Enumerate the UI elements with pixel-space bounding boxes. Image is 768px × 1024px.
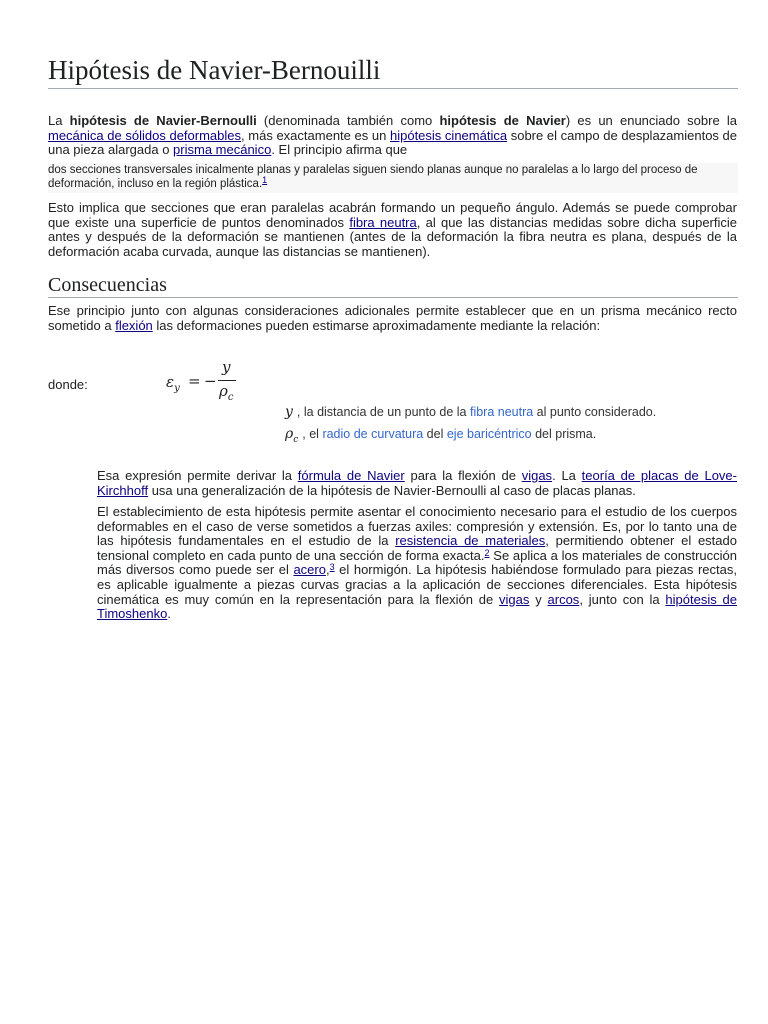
link-teoria-placas[interactable]: teoría de placas de Love-Kirchhoff [97,468,737,498]
formula-lhs-sub: y [174,383,180,394]
text: La [48,113,70,128]
text: Ese principio junto con algunas consideraciones adicionales permite establecer que en un prisma mecánico recto sometido a [48,303,737,333]
link-arcos[interactable]: arcos [547,591,580,607]
link-hipotesis-cinematica[interactable]: hipótesis cinemática [389,127,508,143]
text: . [167,606,171,622]
text: , junto con la [579,591,666,607]
text: , el [302,427,323,441]
text: , más exactamente es un [241,127,390,143]
text: Esa expresión permite derivar la [97,468,298,483]
symbol: y [285,404,293,420]
donde-label: donde: [48,377,88,392]
link-fibra-neutra-def[interactable]: fibra neutra [469,405,534,419]
formula-numerator: y [222,358,231,376]
fraction-bar [218,380,236,381]
symbol-sub: c [293,434,299,445]
blockquote [48,163,738,193]
bold-term: hipótesis de Navier-Bernoulli [69,113,257,128]
intro-paragraph [48,114,737,158]
formula-equals: = [188,372,201,390]
paragraph-2 [48,201,737,259]
ref-1[interactable]: 1 [262,174,268,185]
link-flexion[interactable]: flexión [115,317,153,333]
text: (denominada también como [256,113,440,128]
symbol-rho [285,426,299,445]
text: Se aplica a los materiales de construcción más diversos como puede ser el [97,547,737,578]
text: usa una generalización de la hipótesis de Navier-Bernoulli al caso de placas planas. [148,482,636,498]
text: , al que las distancias medidas sobre dicha superficie antes y después de la deformación se mantienen (antes de la deformación la fibra neutra es plana, después de la deformación acaba curvada, aunque las distancias se mantienen). [48,214,737,259]
link-timoshenko[interactable]: hipótesis de Timoshenko [97,591,737,622]
text: El establecimiento de esta hipótesis permite asentar el conocimiento necesario para el estudio de los cuerpos deformables en el caso de verse sometidos a fuerzas axiles: compresión y extensión. Es, por lo tanto una de las hipótesis fundamentales en el estudio de la [97,504,737,549]
formula-epsilon: ε [166,373,175,391]
link-mecanica-solidos[interactable]: mecánica de sólidos deformables [48,127,242,143]
section-heading-consecuencias: Consecuencias [48,273,738,298]
link-vigas[interactable]: vigas [521,468,553,483]
text: ) es un enunciado sobre la [565,113,738,128]
link-eje-baricentrico[interactable]: eje baricéntrico [446,427,532,441]
text: . El principio afirma que [271,142,408,158]
text: el hormigón. La hipótesis habiéndose formulado para piezas rectas, es aplicable igualmente a piezas curvas gracias a la aplicación de secciones diferenciales. Esta hipótesis cinemática es muy común en la representación para la flexión de [97,562,737,607]
formula-minus: − [204,372,217,390]
link-formula-navier[interactable]: fórmula de Navier [297,468,405,483]
link-fibra-neutra[interactable]: fibra neutra [349,214,417,230]
link-vigas-2[interactable]: vigas [499,591,530,607]
text: . La [552,468,582,483]
text: del [423,427,447,441]
strain-formula [166,358,256,404]
definition-rho [285,425,656,447]
link-acero[interactable]: acero [293,562,326,578]
symbol: ρ [285,426,294,442]
formula-denominator [219,382,233,403]
bold-term: hipótesis de Navier [439,113,566,128]
formula-rho: ρ [219,382,228,400]
page-title: Hipótesis de Navier-Bernouilli [48,54,738,89]
text: al punto considerado. [533,405,657,419]
paragraph-5 [97,505,737,622]
definition-y [285,403,656,425]
link-resistencia-materiales[interactable]: resistencia de materiales [395,533,546,549]
paragraph-4 [97,469,737,498]
text: las deformaciones pueden estimarse aproximadamente mediante la relación: [152,317,601,333]
text: Esto implica que secciones que eran paralelas acabrán formando un pequeño ángulo. Además se puede comprobar que existe una superficie de puntos denominados [48,200,737,230]
text: del prisma. [531,427,597,441]
ref-2[interactable]: 2 [484,547,490,558]
text: , permitiendo obtener el estado tensional completo en cada punto de una sección de forma exacta. [97,533,737,563]
symbol-y [285,404,293,420]
link-radio-curvatura[interactable]: radio de curvatura [322,427,424,441]
definition-list [285,403,656,447]
link-prisma-mecanico[interactable]: prisma mecánico [173,142,272,158]
text: y [529,591,548,607]
text: , [325,562,330,578]
ref-3[interactable]: 3 [329,562,335,573]
quote-text: dos secciones transversales inicalmente planas y paralelas siguen siendo planas aunque no paralelas a lo largo del proceso de deformación, incluso en la región plástica. [48,164,698,190]
text: sobre el campo de desplazamientos de una pieza alargada o [48,127,738,158]
paragraph-3 [48,304,737,333]
formula-den-sub: c [227,392,234,403]
text: para la flexión de [404,468,522,483]
text: , la distancia de un punto de la [296,405,470,419]
formula-lhs [166,373,180,394]
